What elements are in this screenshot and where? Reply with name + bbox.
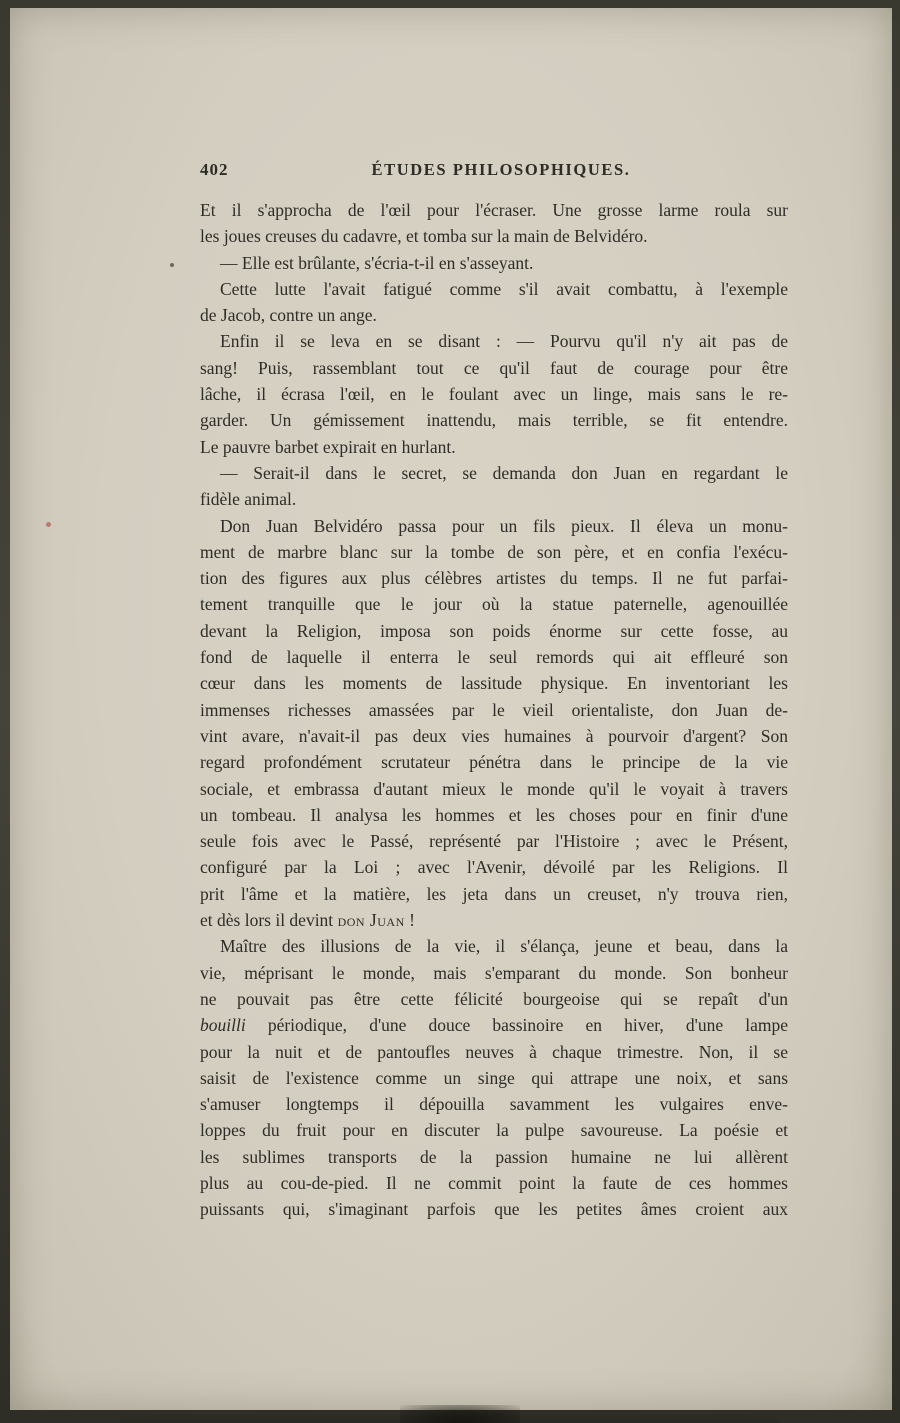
scan-artifact-speck xyxy=(170,263,174,267)
page-content xyxy=(200,160,788,1223)
text-line: lâche, il écrasa l'œil, en le foulant avec un linge, mais sans le re- xyxy=(200,384,788,405)
text-line: sang! Puis, rassemblant tout ce qu'il faut de courage pour être xyxy=(200,357,788,378)
text-line: s'amuser longtemps il dépouilla savamment les vulgaires enve- xyxy=(200,1094,788,1115)
text-line: les joues creuses du cadavre, et tomba sur la main de Belvidéro. xyxy=(200,226,648,247)
paragraph xyxy=(200,513,788,934)
text-line: configuré par la Loi ; avec l'Avenir, dévoilé par les Religions. Il xyxy=(200,857,788,878)
text-line: — Serait-il dans le secret, se demanda don Juan en regardant le xyxy=(220,462,788,483)
text-line: ment de marbre blanc sur la tombe de son père, et en confia l'exécu- xyxy=(200,541,788,562)
paragraph xyxy=(200,328,788,459)
text-line: tion des figures aux plus célèbres artistes du temps. Il ne fut parfai- xyxy=(200,568,788,589)
text-line: Enfin il se leva en se disant : — Pourvu qu'il n'y ait pas de xyxy=(220,331,788,352)
paper-page xyxy=(10,8,892,1410)
text-line: pour la nuit et de pantoufles neuves à chaque trimestre. Non, il se xyxy=(200,1041,788,1062)
text-line: fidèle animal. xyxy=(200,489,297,510)
paragraph xyxy=(200,250,788,276)
text-line: ne pouvait pas être cette félicité bourgeoise qui se repaît d'un xyxy=(200,988,788,1009)
text-line xyxy=(200,1012,788,1038)
running-title: ÉTUDES PHILOSOPHIQUES. xyxy=(371,160,631,179)
text-line: — Elle est brûlante, s'écria-t-il en s'asseyant. xyxy=(220,252,534,273)
smallcaps-text: don Juan xyxy=(337,910,405,931)
scan-artifact-smudge xyxy=(400,1405,520,1423)
text-line: loppes du fruit pour en discuter la pulpe savoureuse. La poésie et xyxy=(200,1120,788,1141)
text-line: Maître des illusions de la vie, il s'élança, jeune et beau, dans la xyxy=(220,936,788,957)
page-body xyxy=(200,197,788,1223)
text-line: de Jacob, contre un ange. xyxy=(200,305,377,326)
text-line: devant la Religion, imposa son poids énorme sur cette fosse, au xyxy=(200,620,788,641)
text-line: puissants qui, s'imaginant parfois que les petites âmes croient aux xyxy=(200,1199,788,1220)
text-line: tement tranquille que le jour où la statue paternelle, agenouillée xyxy=(200,594,788,615)
text-line: garder. Un gémissement inattendu, mais terrible, se fit entendre. xyxy=(200,410,788,431)
text-line: Cette lutte l'avait fatigué comme s'il avait combattu, à l'exemple xyxy=(220,278,788,299)
text-line: seule fois avec le Passé, représenté par l'Histoire ; avec le Présent, xyxy=(200,831,788,852)
page-header xyxy=(200,160,788,187)
text-line: Don Juan Belvidéro passa pour un fils pieux. Il éleva un monu- xyxy=(220,515,788,536)
page-number: 402 xyxy=(200,160,229,179)
text-line: fond de laquelle il enterra le seul remords qui ait effleuré son xyxy=(200,647,788,668)
text-line xyxy=(200,907,788,933)
text-line: Et il s'approcha de l'œil pour l'écraser. Une grosse larme roula sur xyxy=(200,200,788,220)
text-line: sociale, et embrassa d'autant mieux le monde qu'il le voyait à travers xyxy=(200,778,788,799)
text-line: les sublimes transports de la passion humaine ne lui allèrent xyxy=(200,1146,788,1167)
text-segment: et dès lors il devint xyxy=(200,910,338,931)
text-line: vie, méprisant le monde, mais s'emparant du monde. Son bonheur xyxy=(200,962,788,983)
text-line: prit l'âme et la matière, les jeta dans un creuset, n'y trouva rien, xyxy=(200,883,788,904)
text-line: plus au cou-de-pied. Il ne commit point la faute de ces hommes xyxy=(200,1172,788,1193)
scan-artifact-speck xyxy=(46,522,51,527)
paragraph xyxy=(200,460,788,513)
text-line: cœur dans les moments de lassitude physique. En inventoriant les xyxy=(200,673,788,694)
paragraph xyxy=(200,276,788,329)
text-line: vint avare, n'avait-il pas deux vies humaines à pourvoir d'argent? Son xyxy=(200,725,788,746)
paragraph xyxy=(200,933,788,1222)
text-line: regard profondément scrutateur pénétra dans le principe de la vie xyxy=(200,752,788,773)
text-line: immenses richesses amassées par le vieil orientaliste, don Juan de- xyxy=(200,699,788,720)
paragraph xyxy=(200,197,788,250)
text-segment: périodique, d'une douce bassinoire en hiver, d'une lampe xyxy=(245,1015,788,1036)
text-line: Le pauvre barbet expirait en hurlant. xyxy=(200,436,456,457)
text-line: saisit de l'existence comme un singe qui attrape une noix, et sans xyxy=(200,1067,788,1088)
text-segment: ! xyxy=(404,910,415,931)
text-line: un tombeau. Il analysa les hommes et les choses pour en finir d'une xyxy=(200,804,788,825)
italic-text: bouilli xyxy=(200,1015,246,1036)
